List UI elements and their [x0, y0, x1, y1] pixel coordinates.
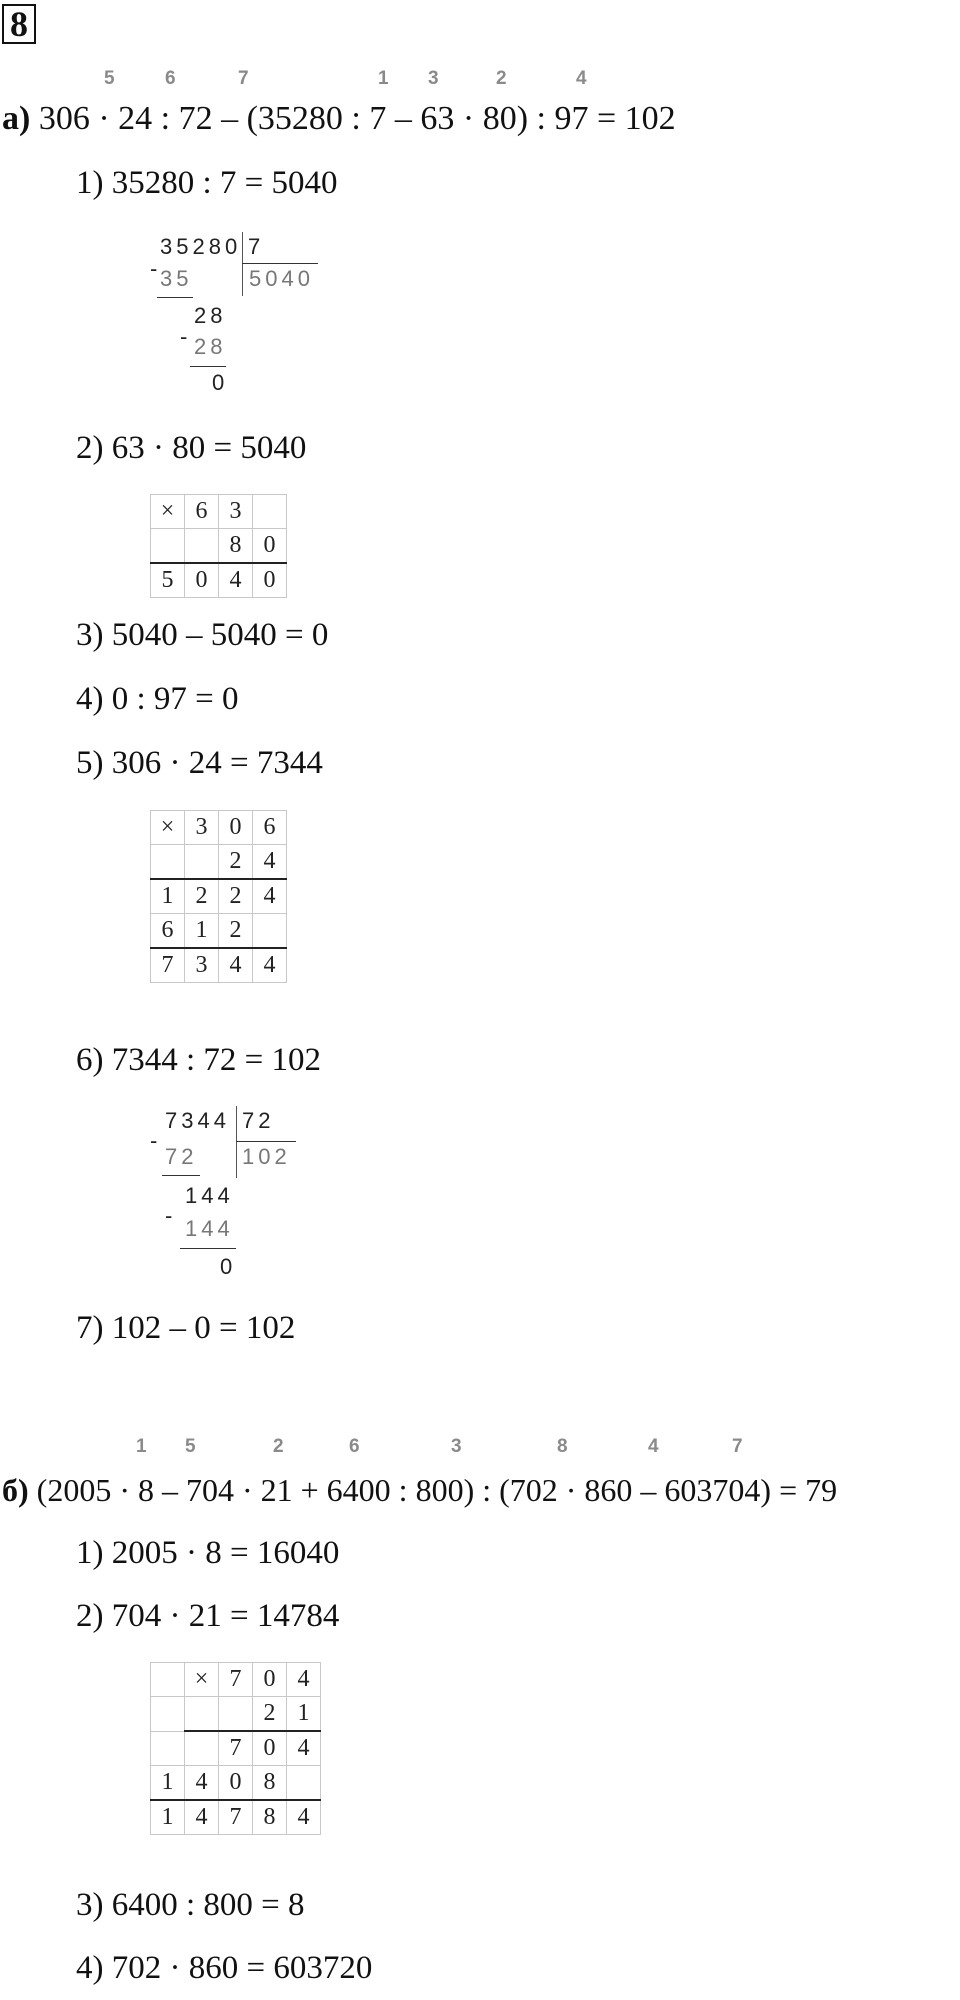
grid-cell: 4: [185, 1800, 219, 1835]
remainder: 28: [194, 303, 227, 328]
remainder: 144: [185, 1183, 234, 1208]
step-a-5: 5) 306 · 24 = 7344: [76, 745, 323, 781]
multiplication-306-24: [150, 810, 287, 983]
grid-cell: 2: [219, 879, 253, 914]
grid-cell: 0: [253, 1663, 287, 1697]
grid-cell: 7: [151, 948, 185, 983]
quotient: 102: [242, 1144, 291, 1169]
grid-cell: 4: [253, 948, 287, 983]
grid-cell: 0: [253, 529, 287, 564]
grid-cell: 4: [219, 563, 253, 598]
order-mark: 4: [648, 1436, 659, 1457]
grid-cell: 4: [287, 1731, 321, 1766]
grid-cell: 1: [151, 1766, 185, 1801]
grid-cell: 8: [253, 1800, 287, 1835]
grid-cell: ×: [185, 1663, 219, 1697]
order-mark: 6: [349, 1436, 360, 1457]
grid-cell: 3: [185, 811, 219, 845]
multiplication-704-21: [150, 1662, 321, 1835]
step-b-4: 4) 702 · 860 = 603720: [76, 1950, 373, 1986]
order-mark: 5: [185, 1436, 196, 1457]
divisor: 72: [242, 1108, 275, 1133]
part-b-label: б): [2, 1472, 29, 1508]
grid-cell: [287, 1766, 321, 1801]
step-b-2: 2) 704 · 21 = 14784: [76, 1598, 340, 1634]
order-mark: 4: [576, 68, 587, 89]
expression-a: [2, 100, 676, 138]
task-number: 8: [2, 4, 36, 44]
grid-cell: [253, 914, 287, 949]
grid-cell: [253, 495, 287, 529]
order-mark: 1: [378, 68, 389, 89]
step-b-3: 3) 6400 : 800 = 8: [76, 1887, 305, 1923]
step-a-4: 4) 0 : 97 = 0: [76, 681, 239, 717]
grid-cell: 4: [253, 845, 287, 880]
step-a-1: 1) 35280 : 7 = 5040: [76, 165, 338, 201]
grid-cell: 4: [287, 1800, 321, 1835]
grid-cell: 6: [151, 914, 185, 949]
order-mark: 7: [732, 1436, 743, 1457]
grid-cell: 4: [185, 1766, 219, 1801]
grid-cell: 1: [185, 914, 219, 949]
order-mark: 7: [238, 68, 249, 89]
dividend: 35280: [160, 234, 242, 259]
multiplication-63-80: [150, 494, 287, 598]
subtrahend: 72: [165, 1144, 198, 1169]
grid-cell: [185, 1697, 219, 1732]
step-a-7: 7) 102 – 0 = 102: [76, 1310, 296, 1346]
grid-cell: 4: [287, 1663, 321, 1697]
grid-cell: 2: [185, 879, 219, 914]
grid-cell: 0: [253, 1731, 287, 1766]
subtrahend: 28: [194, 334, 227, 359]
grid-cell: 7: [219, 1663, 253, 1697]
grid-cell: 5: [151, 563, 185, 598]
grid-cell: 7: [219, 1800, 253, 1835]
grid-cell: 0: [219, 811, 253, 845]
dividend: 7344: [165, 1108, 230, 1133]
grid-cell: [185, 529, 219, 564]
grid-cell: 0: [253, 563, 287, 598]
grid-cell: 3: [185, 948, 219, 983]
grid-cell: 0: [185, 563, 219, 598]
divisor: 7: [248, 234, 265, 259]
grid-cell: 1: [287, 1697, 321, 1732]
part-a-label: а): [2, 100, 31, 137]
step-a-2: 2) 63 · 80 = 5040: [76, 430, 307, 466]
grid-cell: [151, 845, 185, 880]
order-mark: 8: [557, 1436, 568, 1457]
expression-b-text: (2005 · 8 – 704 · 21 + 6400 : 800) : (702 · 860 – 603704) = 79: [36, 1472, 838, 1508]
subtrahend: 35: [160, 266, 193, 291]
grid-cell: [151, 1697, 185, 1732]
grid-cell: 2: [219, 914, 253, 949]
grid-cell: 6: [253, 811, 287, 845]
order-mark: 5: [104, 68, 115, 89]
step-b-1: 1) 2005 · 8 = 16040: [76, 1535, 340, 1571]
remainder: 0: [212, 370, 229, 395]
grid-cell: 2: [219, 845, 253, 880]
grid-cell: 4: [219, 948, 253, 983]
grid-cell: 4: [253, 879, 287, 914]
quotient: 5040: [249, 266, 314, 291]
grid-cell: [151, 529, 185, 564]
grid-cell: 1: [151, 1800, 185, 1835]
grid-cell: [151, 1731, 185, 1766]
grid-cell: 6: [185, 495, 219, 529]
expression-a-text: 306 · 24 : 72 – (35280 : 7 – 63 · 80) : 97 = 102: [38, 100, 676, 137]
grid-cell: 8: [219, 529, 253, 564]
order-mark: 2: [273, 1436, 284, 1457]
grid-cell: ×: [151, 495, 185, 529]
grid-cell: [151, 1663, 185, 1697]
step-a-3: 3) 5040 – 5040 = 0: [76, 617, 329, 653]
subtrahend: 144: [185, 1216, 234, 1241]
grid-cell: [185, 1731, 219, 1766]
grid-cell: 2: [253, 1697, 287, 1732]
grid-cell: 3: [219, 495, 253, 529]
grid-cell: ×: [151, 811, 185, 845]
grid-cell: 8: [253, 1766, 287, 1801]
expression-b: [2, 1472, 837, 1509]
order-mark: 6: [165, 68, 176, 89]
grid-cell: [185, 845, 219, 880]
remainder: 0: [220, 1254, 237, 1279]
grid-cell: 0: [219, 1766, 253, 1801]
order-mark: 2: [496, 68, 507, 89]
grid-cell: [219, 1697, 253, 1732]
step-a-6: 6) 7344 : 72 = 102: [76, 1042, 322, 1078]
order-mark: 3: [451, 1436, 462, 1457]
order-mark: 1: [136, 1436, 147, 1457]
order-mark: 3: [428, 68, 439, 89]
grid-cell: 1: [151, 879, 185, 914]
grid-cell: 7: [219, 1731, 253, 1766]
